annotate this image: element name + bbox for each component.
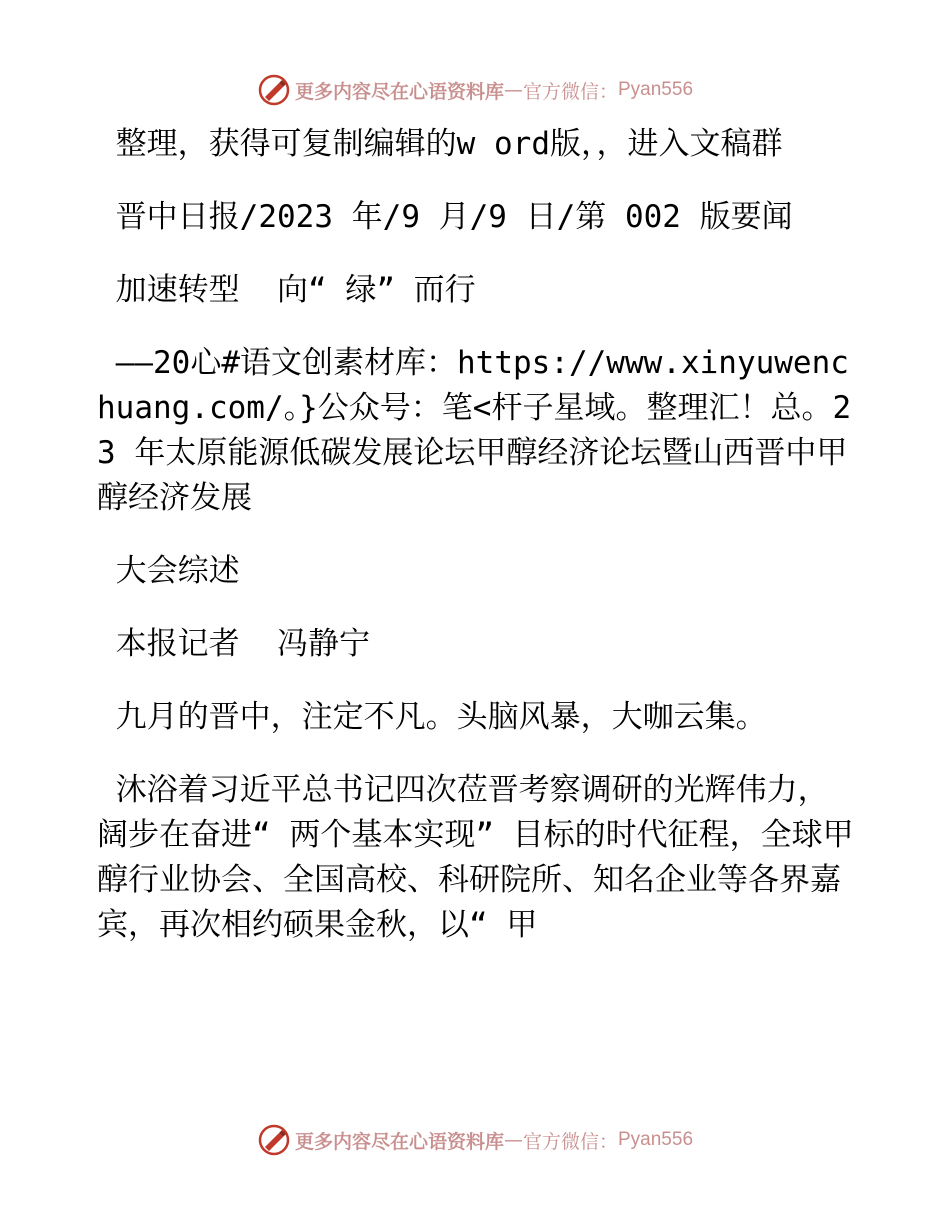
paragraph-2: 晋中日报/2023 年/9 月/9 日/第 002 版要闻 [97, 199, 793, 235]
header-banner [0, 70, 950, 110]
banner-wechat-id: Pyan556 [618, 79, 694, 100]
paragraph-8: 沐浴着习近平总书记四次莅晋考察调研的光辉伟力，阔步在奋进“ 两个基本实现” 目标的时代征程，全球甲醇行业协会、全国高校、科研院所、知名企业等各界嘉宾，再次相约硕果金秋，以“ 甲 [97, 772, 854, 943]
banner-wechat-label: 官方微信： [522, 80, 618, 103]
paragraph-1: 整理，获得可复制编辑的w ord版，，进入文稿群 [97, 126, 783, 162]
paragraph-3: 加速转型 向“ 绿” 而行 [97, 272, 476, 308]
banner-separator: — [503, 79, 523, 101]
banner-text: 更多内容尽在心语资料库 [294, 1130, 504, 1153]
document-body [97, 122, 857, 976]
banner-wechat-id: Pyan556 [618, 1129, 694, 1150]
banner-separator: — [503, 1129, 523, 1151]
banner-wechat-label: 官方微信： [522, 1130, 618, 1153]
paragraph-5: 大会综述 [97, 553, 240, 589]
footer-banner [0, 1120, 950, 1160]
pen-logo-icon [257, 1123, 291, 1157]
banner-text: 更多内容尽在心语资料库 [294, 80, 504, 103]
paragraph-4: ——20心#语文创素材库：https://www.xinyuwenchuang.com/。}公众号：笔<杆子星域。整理汇！总。23 年太原能源低碳发展论坛甲醇经济论坛暨山西晋中甲醇经济发展 [97, 345, 852, 516]
pen-logo-icon [257, 73, 291, 107]
paragraph-6: 本报记者 冯静宁 [97, 626, 370, 662]
paragraph-7: 九月的晋中，注定不凡。头脑风暴，大咖云集。 [97, 699, 767, 735]
